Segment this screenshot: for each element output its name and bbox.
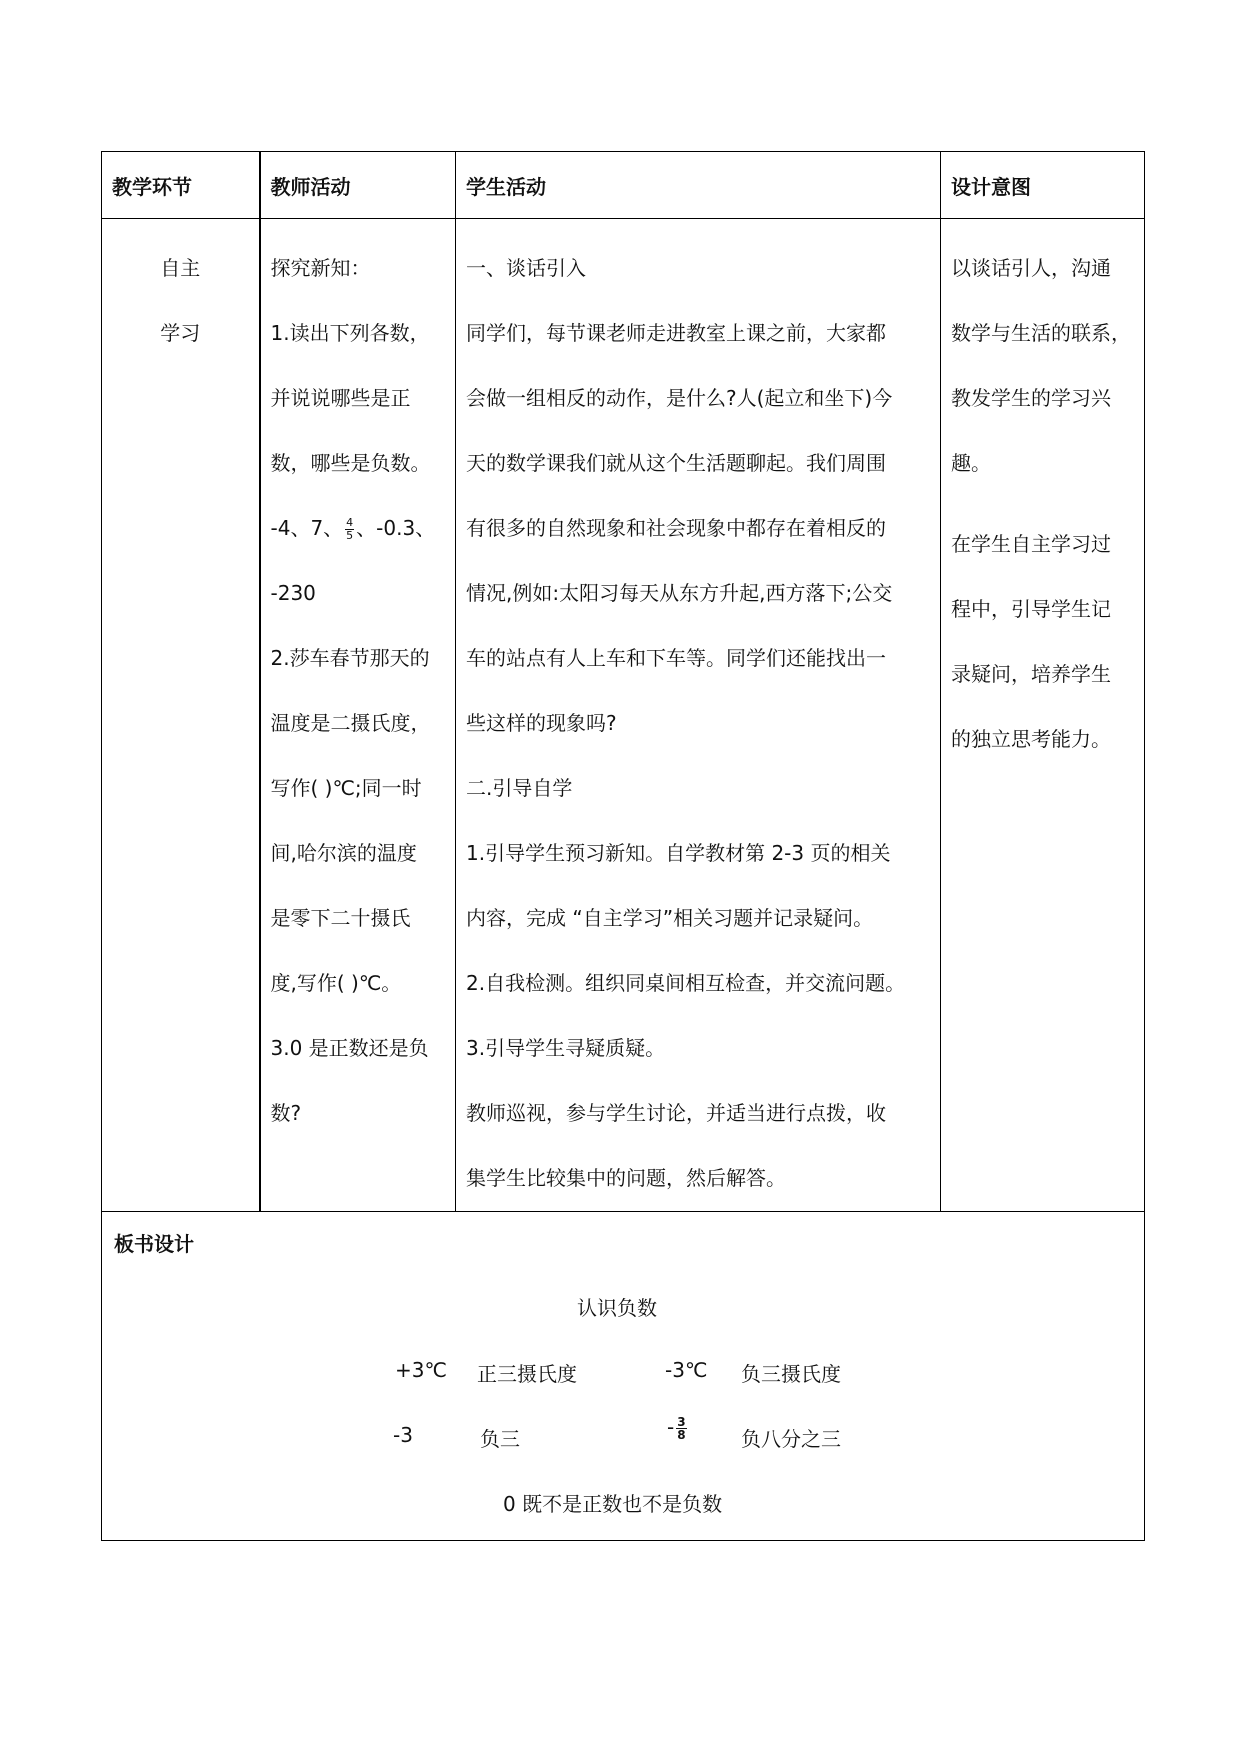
board-zero-statement: 0 既不是正数也不是负数 [503,1492,723,1516]
header-teaching-stage: 教学环节 [102,152,260,219]
board-three-eighths-word: 负八分之三 [741,1427,841,1451]
table-header-row [102,152,1145,219]
board-minus3-word: 负三 [480,1427,520,1451]
intent-line: 在学生自主学习过 [951,532,1111,556]
teacher-line: 间,哈尔滨的温度 [270,841,417,865]
fraction-four-fifths [345,517,354,542]
student-line: 1.引导学生预习新知。自学教材第 2-3 页的相关 [466,841,891,865]
design-intent-cell [941,219,1145,1212]
student-line: 会做一组相反的动作，是什么?人(起立和坐下)今 [466,386,893,410]
student-line: 3.引导学生寻疑质疑。 [466,1036,666,1060]
student-line: 有很多的自然现象和社会现象中都存在着相反的 [466,516,886,540]
teacher-line: 3.0 是正数还是负 [270,1036,429,1060]
fraction-three-eighths [676,1416,686,1441]
student-line: 集学生比较集中的问题，然后解答。 [466,1166,786,1190]
board-plus3-celsius: +3℃ [395,1358,447,1382]
stage-cell [102,219,260,1212]
fraction-denominator: 5 [346,529,354,542]
numbers-prefix: -4、7、 [270,516,344,540]
teacher-line: 写作( )℃;同一时 [270,776,422,800]
lesson-plan-table [101,151,1145,1541]
header-design-intent: 设计意图 [941,152,1145,219]
student-line: 车的站点有人上车和下车等。同学们还能找出一 [466,646,886,670]
intent-line: 教发学生的学习兴 [951,386,1111,410]
student-line: 2.自我检测。组织同桌间相互检查，并交流问题。 [466,971,906,995]
student-line: 些这样的现象吗? [466,711,617,735]
teacher-line: 并说说哪些是正 [270,386,411,410]
student-line: 情况,例如:太阳习每天从东方升起,西方落下;公交 [466,581,893,605]
student-line: 一、谈话引入 [466,256,586,280]
board-design-label: 板书设计 [114,1232,194,1256]
student-line: 天的数学课我们就从这个生活题聊起。我们周围 [466,451,886,475]
teacher-line: 2.莎车春节那天的 [270,646,430,670]
stage-line-2: 学习 [160,321,201,345]
intent-line: 以谈话引人，沟通 [951,256,1111,280]
board-minus3: -3 [393,1423,413,1447]
fraction-numerator: 4 [346,516,354,529]
teacher-line: 温度是二摄氏度， [270,711,431,735]
teacher-activity-cell [260,219,456,1212]
header-teacher-activity: 教师活动 [260,152,456,219]
teacher-line: 探究新知： [270,256,371,280]
board-title: 认识负数 [577,1296,657,1320]
teacher-line: 是零下二十摄氏 [270,906,411,930]
student-line: 内容，完成 “自主学习”相关习题并记录疑问。 [466,906,874,930]
teacher-line: 数? [270,1101,302,1125]
student-line: 同学们，每节课老师走进教室上课之前，大家都 [466,321,886,345]
fraction-denominator: 8 [677,1428,686,1442]
teacher-line: 数，哪些是负数。 [270,451,431,475]
student-activity-cell [456,219,941,1212]
lesson-plan-document [101,151,1144,1541]
board-minus-three-eighths [667,1415,689,1441]
board-minus3-celsius: -3℃ [665,1358,708,1382]
fraction-sign: - [667,1415,675,1439]
board-design-row [102,1212,1145,1541]
table-body-row [102,219,1145,1212]
fraction-numerator: 3 [677,1415,686,1429]
board-design-cell [102,1212,1145,1541]
intent-line: 的独立思考能力。 [951,727,1111,751]
intent-line: 程中，引导学生记 [951,597,1111,621]
intent-line: 数学与生活的联系， [951,321,1131,345]
teacher-line: 1.读出下列各数， [270,321,430,345]
student-line: 教师巡视，参与学生讨论，并适当进行点拨，收 [466,1101,886,1125]
stage-line-1: 自主 [160,256,201,280]
intent-line: 趣。 [951,451,991,475]
teacher-line: -230 [270,581,316,605]
student-line: 二.引导自学 [466,776,573,800]
board-minus3-reading: 负三摄氏度 [741,1362,841,1386]
teacher-line: 度,写作( )℃。 [270,971,402,995]
header-student-activity: 学生活动 [456,152,941,219]
intent-line: 录疑问，培养学生 [951,662,1111,686]
numbers-suffix: 、-0.3、 [356,516,436,540]
teacher-numbers-line [271,496,446,561]
board-plus3-reading: 正三摄氏度 [477,1362,577,1386]
